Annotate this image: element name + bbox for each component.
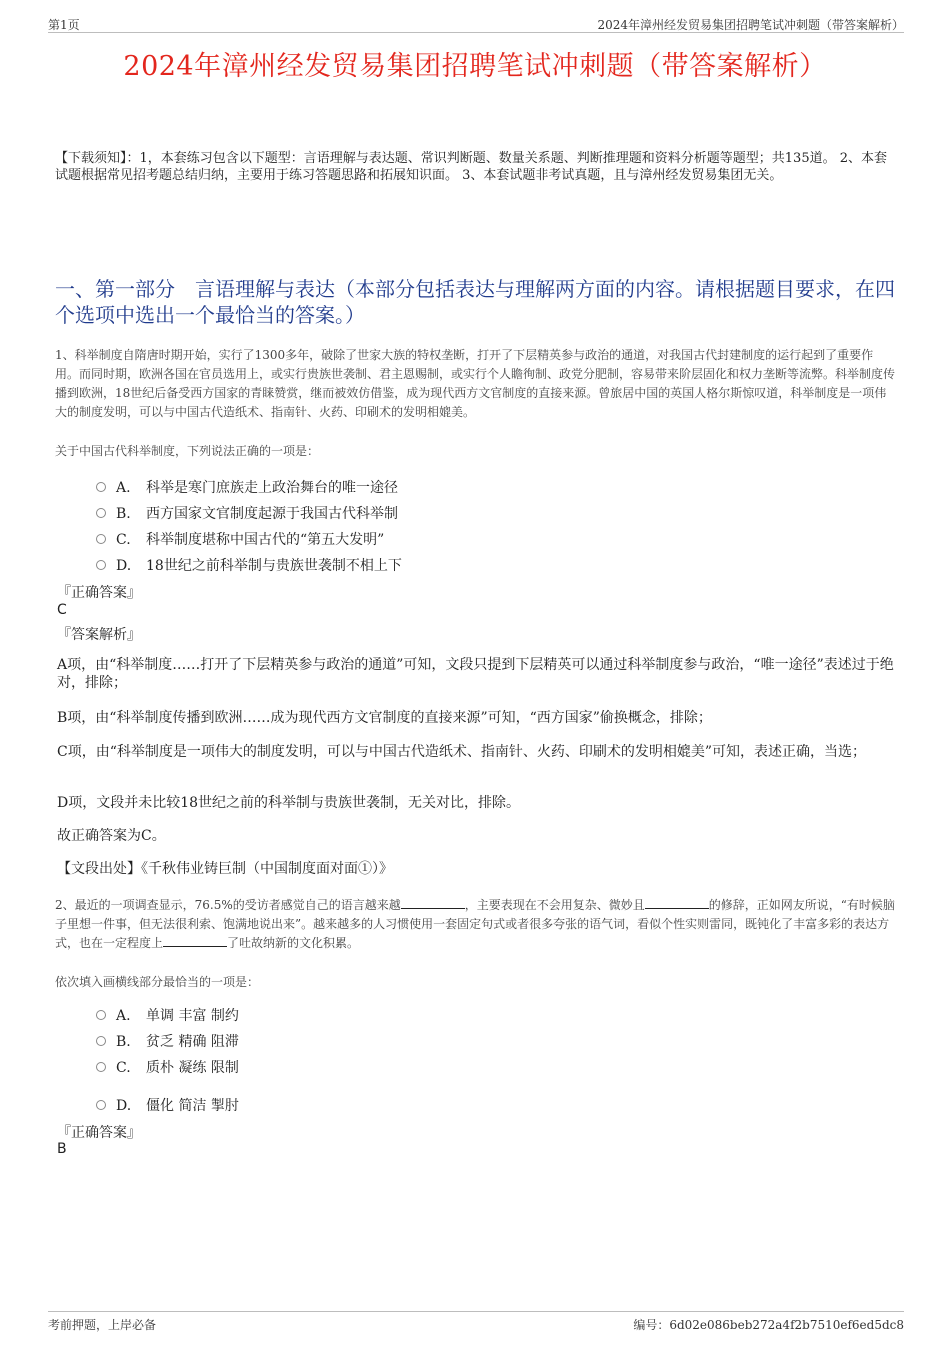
radio-icon[interactable]: [96, 1100, 106, 1110]
answer-blank: [401, 896, 465, 909]
q1-option-b[interactable]: B. 西方国家文官制度起源于我国古代科举制: [96, 503, 398, 521]
q1-analysis-b: B项，由“科举制度传播到欧洲……成为现代西方文官制度的直接来源”可知，“西方国家”偷换概念，排除；: [57, 710, 712, 726]
q2-option-d[interactable]: D. 僵化 简洁 掣肘: [96, 1095, 239, 1113]
q1-analysis-d: D项，文段并未比较18世纪之前的科举制与贵族世袭制，无关对比，排除。: [57, 795, 521, 811]
page-title: 2024年漳州经发贸易集团招聘笔试冲刺题（带答案解析）: [123, 51, 827, 82]
download-notice: 【下载须知】：1，本套练习包含以下题型：言语理解与表达题、常识判断题、数量关系题、判断推理题和资料分析题等题型；共135道。 2、本套试题根据常见招考题总结归纳，主要用于练习答题思路和拓展知识面。 3、本套试题非考试真题，且与漳州经发贸易集团无关。: [55, 151, 887, 183]
q1-analysis-c: C项，由“科举制度是一项伟大的制度发明，可以与中国古代造纸术、指南针、火药、印刷术的发明相媲美”可知，表述正确，当选；: [57, 744, 867, 760]
q2-option-b[interactable]: B. 贫乏 精确 阻滞: [96, 1031, 239, 1049]
q2-answer: B: [57, 1141, 67, 1157]
radio-icon[interactable]: [96, 560, 106, 570]
q1-correct-label: 『正确答案』: [57, 585, 141, 601]
radio-icon[interactable]: [96, 534, 106, 544]
q1-conclusion: 故正确答案为C。: [57, 828, 166, 844]
page-header: [48, 12, 904, 33]
q1-option-c[interactable]: C. 科举制度堪称中国古代的“第五大发明”: [96, 529, 384, 547]
q1-option-a[interactable]: A. 科举是寒门庶族走上政治舞台的唯一途径: [96, 477, 398, 495]
radio-icon[interactable]: [96, 1010, 106, 1020]
header-doc-title: 2024年漳州经发贸易集团招聘笔试冲刺题（带答案解析）: [597, 18, 904, 32]
q1-analysis-label: 『答案解析』: [57, 627, 141, 643]
radio-icon[interactable]: [96, 508, 106, 518]
footer-slogan: 考前押题，上岸必备: [48, 1318, 157, 1332]
radio-icon[interactable]: [96, 482, 106, 492]
question-2-prompt: 依次填入画横线部分最恰当的一项是：: [55, 975, 260, 989]
radio-icon[interactable]: [96, 1036, 106, 1046]
answer-blank: [163, 934, 227, 947]
question-2-text: 2、最近的一项调查显示，76.5%的受访者感觉自己的语言越来越 ，主要表现在不会用复杂、微妙且 的修辞，正如网友所说，“有时候脑子里想一件事，但无法很利索、饱满地说出来”。越来越多的人习惯使用一套固定句式或者很多夸张的语气词，看似个性实则雷同，既钝化了丰富多彩的表达方式，也在一定程度上 了吐故纳新的文化积累。: [55, 898, 895, 950]
q2-correct-label: 『正确答案』: [57, 1125, 141, 1141]
q2-option-a[interactable]: A. 单调 丰富 制约: [96, 1005, 239, 1023]
footer-serial: 编号：6d02e086beb272a4f2b7510ef6ed5dc8: [633, 1318, 904, 1332]
section-heading: 一、第一部分 言语理解与表达（本部分包括表达与理解两方面的内容。请根据题目要求，在四个选项中选出一个最恰当的答案。）: [55, 277, 895, 327]
q1-analysis-a: A项，由“科举制度……打开了下层精英参与政治的通道”可知，文段只提到下层精英可以通过科举制度参与政治，“唯一途径”表述过于绝对，排除；: [57, 657, 894, 691]
page-footer: [48, 1311, 904, 1334]
question-1-prompt: 关于中国古代科举制度，下列说法正确的一项是：: [55, 444, 320, 458]
q2-option-c[interactable]: C. 质朴 凝练 限制: [96, 1057, 239, 1075]
q1-answer: C: [57, 602, 67, 618]
answer-blank: [645, 896, 709, 909]
q1-source: 【文段出处】《千秋伟业铸巨制（中国制度面对面①）》: [57, 861, 393, 877]
page-number: 第1页: [48, 18, 80, 32]
q1-option-d[interactable]: D. 18世纪之前科举制与贵族世袭制不相上下: [96, 555, 402, 573]
question-1-text: 1、科举制度自隋唐时期开始，实行了1300多年，破除了世家大族的特权垄断，打开了下层精英参与政治的通道，对我国古代封建制度的运行起到了重要作用。而同时期，欧洲各国在官员选用上，或实行贵族世袭制、君主恩赐制，或实行个人瞻徇制、政党分肥制，容易带来阶层固化和权力垄断等流弊。科举制度传播到欧洲，18世纪后备受西方国家的青睐赞赏，继而被效仿借鉴，成为现代西方文官制度的直接来源。曾旅居中国的英国人格尔斯惊叹道，科举制度是一项伟大的制度发明，可以与中国古代造纸术、指南针、火药、印刷术的发明相媲美。: [55, 348, 896, 419]
radio-icon[interactable]: [96, 1062, 106, 1072]
